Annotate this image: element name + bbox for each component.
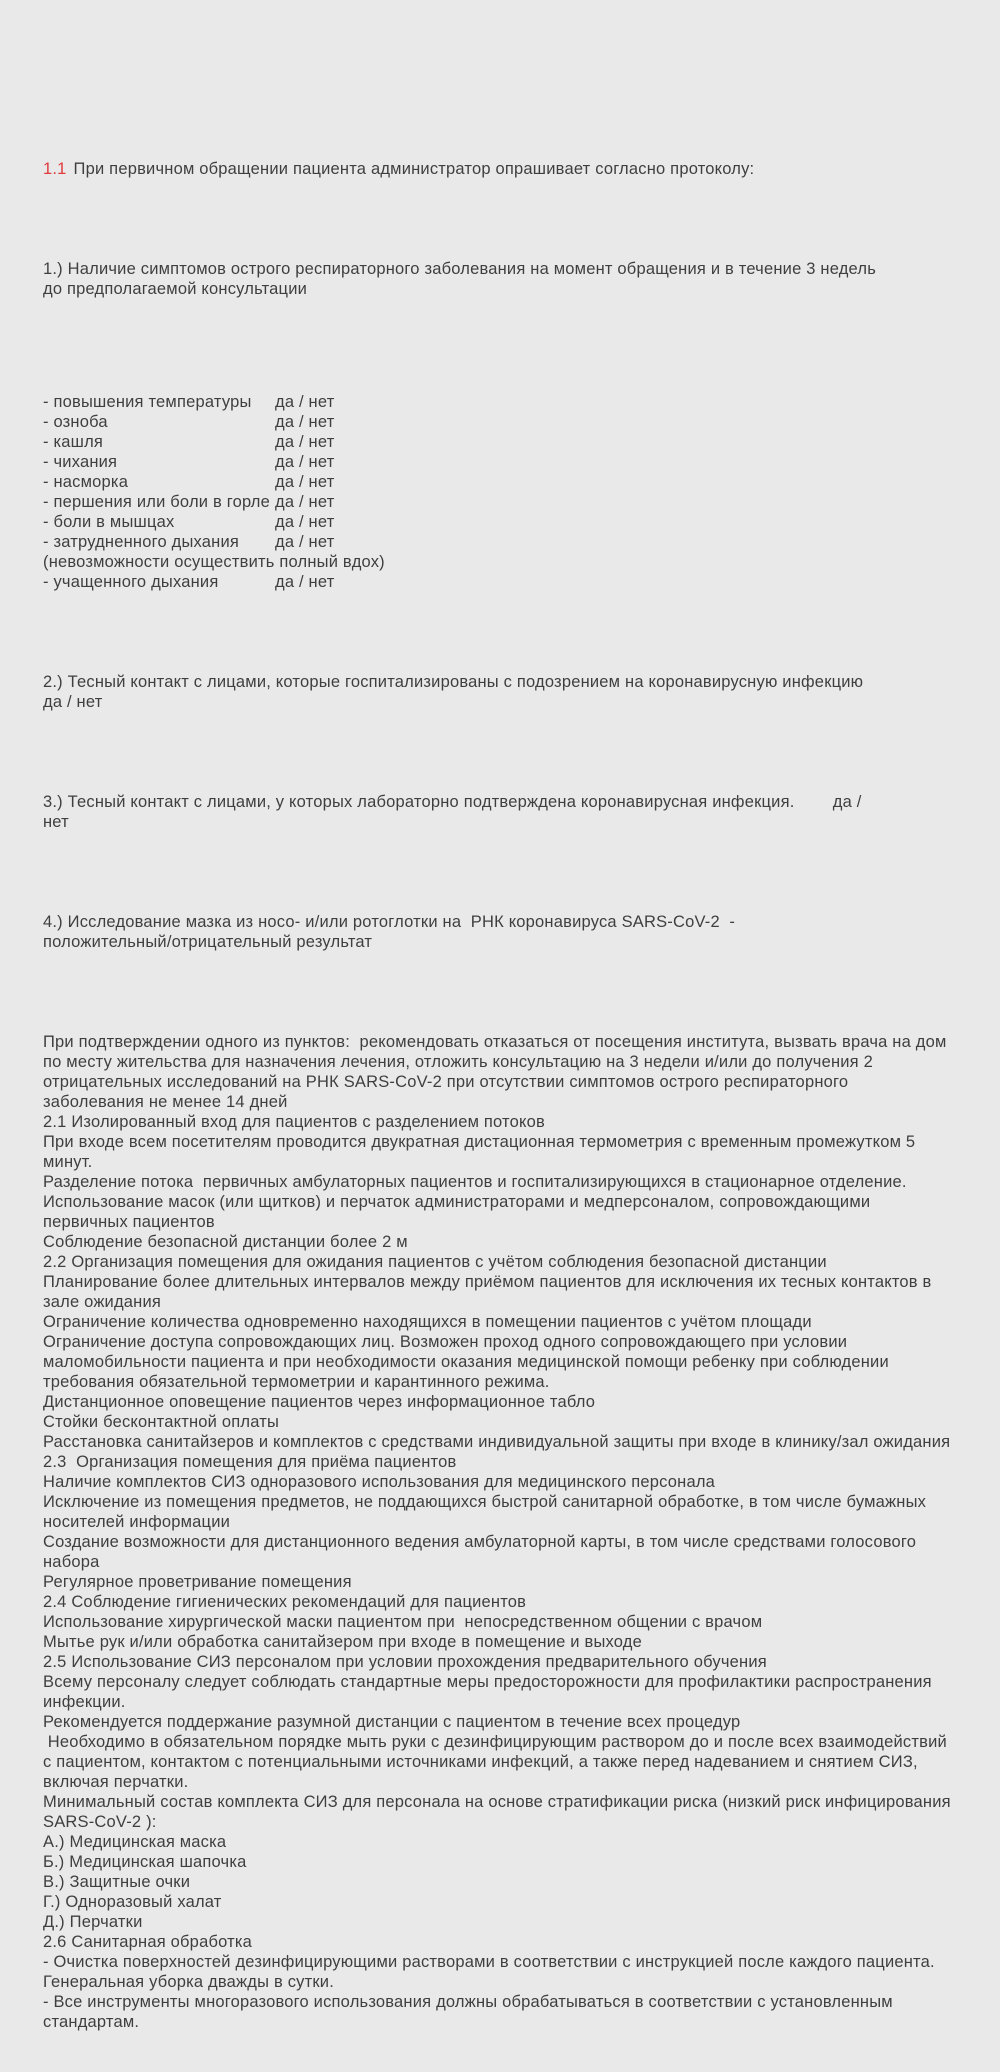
section-heading	[43, 159, 952, 179]
symptom-row	[43, 492, 952, 512]
symptom-label: - боли в мышцах	[43, 513, 175, 531]
paragraph: Использование масок (или щитков) и перчаток администраторами и медперсоналом, сопровождающими первичных пациентов	[43, 1193, 876, 1231]
text-line: положительный/отрицательный результат	[43, 933, 373, 951]
symptom-answer: да / нет	[275, 453, 335, 471]
text-line: нет	[43, 813, 69, 831]
question-4	[43, 912, 952, 952]
symptom-label: - учащенного дыхания	[43, 573, 219, 591]
symptom-label: - першения или боли в горле	[43, 493, 270, 511]
paragraph: 2.3 Организация помещения для приёма пациентов	[43, 1453, 457, 1471]
symptom-answer: да / нет	[275, 493, 335, 511]
symptom-label: - насморка	[43, 473, 129, 491]
symptom-answer: да / нет	[275, 473, 335, 491]
symptom-row	[43, 452, 952, 472]
symptom-answer: да / нет	[275, 573, 335, 591]
paragraph: - Очистка поверхностей дезинфицирующими растворами в соответствии с инструкцией после каждого пациента. Генеральная уборка дважды в сутки.	[43, 1953, 940, 1991]
question-3	[43, 792, 952, 832]
text-line: 1.) Наличие симптомов острого респираторного заболевания на момент обращения и в течение 3 недель	[43, 260, 876, 278]
symptom-label: - озноба	[43, 413, 108, 431]
symptom-answer: да / нет	[275, 413, 335, 431]
paragraph: Регулярное проветривание помещения	[43, 1573, 352, 1591]
paragraph: Необходимо в обязательном порядке мыть руки с дезинфицирующим раствором до и после всех взаимодействий с пациентом, контактом с потенциальными источниками инфекций, а также перед надеванием и снятием СИЗ, включая перчатки.	[43, 1733, 952, 1791]
text-line: до предполагаемой консультации	[43, 280, 308, 298]
text-line: 2.) Тесный контакт с лицами, которые госпитализированы с подозрением на коронавирусную инфекцию	[43, 673, 864, 691]
symptom-row	[43, 412, 952, 432]
paragraph: - Все инструменты многоразового использования должны обрабатываться в соответствии с установленным стандартам.	[43, 1993, 898, 2031]
paragraph: 2.6 Санитарная обработка	[43, 1933, 253, 1951]
symptom-row	[43, 572, 952, 592]
text-line: 4.) Исследование мазка из носо- и/или ротоглотки на РНК коронавируса SARS-CoV-2 -	[43, 913, 736, 931]
symptom-label: - чихания	[43, 453, 118, 471]
symptom-row	[43, 512, 952, 532]
symptom-row	[43, 432, 952, 452]
paragraph: Разделение потока первичных амбулаторных пациентов и госпитализирующихся в стационарное отделение.	[43, 1173, 907, 1191]
paragraph: Д.) Перчатки	[43, 1913, 143, 1931]
question-1	[43, 259, 952, 299]
protocol-body	[43, 1032, 956, 2032]
section-heading-text: При первичном обращении пациента администратор опрашивает согласно протоколу:	[73, 160, 755, 178]
paragraph: 2.5 Использование СИЗ персоналом при условии прохождения предварительного обучения	[43, 1653, 767, 1671]
symptom-label: (невозможности осуществить полный вдох)	[43, 553, 385, 571]
section-number: 1.1	[43, 160, 67, 178]
paragraph: Использование хирургической маски пациентом при непосредственном общении с врачом	[43, 1613, 763, 1631]
paragraph: Наличие комплектов СИЗ одноразового использования для медицинского персонала	[43, 1473, 716, 1491]
paragraph: 2.2 Организация помещения для ожидания пациентов с учётом соблюдения безопасной дистанции	[43, 1253, 827, 1271]
symptom-answer: да / нет	[275, 433, 335, 451]
symptom-list	[43, 392, 952, 592]
paragraph: В.) Защитные очки	[43, 1873, 191, 1891]
paragraph: А.) Медицинская маска	[43, 1833, 227, 1851]
symptom-answer: да / нет	[275, 533, 335, 551]
paragraph: При подтверждении одного из пунктов: рекомендовать отказаться от посещения института, вызвать врача на дом по месту жительства для назначения лечения, отложить консультацию на 3 недели и/или до получения 2 отрицательных исследований на РНК SARS-CoV-2 при отсутствии симптомов острого респираторного заболевания не менее 14 дней	[43, 1033, 952, 1111]
symptom-row	[43, 552, 952, 572]
symptom-label: - повышения температуры	[43, 393, 252, 411]
paragraph: Дистанционное оповещение пациентов через информационное табло	[43, 1393, 596, 1411]
paragraph: Б.) Медицинская шапочка	[43, 1853, 247, 1871]
paragraph: Исключение из помещения предметов, не поддающихся быстрой санитарной обработке, в том числе бумажных носителей информации	[43, 1493, 931, 1531]
paragraph: Создание возможности для дистанционного ведения амбулаторной карты, в том числе средствами голосового набора	[43, 1533, 921, 1571]
symptom-answer: да / нет	[275, 393, 335, 411]
paragraph: Стойки бесконтактной оплаты	[43, 1413, 280, 1431]
paragraph: Ограничение количества одновременно находящихся в помещении пациентов с учётом площади	[43, 1313, 812, 1331]
symptom-row	[43, 472, 952, 492]
symptom-label: - затрудненного дыхания	[43, 533, 240, 551]
paragraph: 2.4 Соблюдение гигиенических рекомендаций для пациентов	[43, 1593, 527, 1611]
paragraph: 2.1 Изолированный вход для пациентов с разделением потоков	[43, 1113, 545, 1131]
symptom-answer: да / нет	[275, 513, 335, 531]
paragraph: Рекомендуется поддержание разумной дистанции с пациентом в течение всех процедур	[43, 1713, 741, 1731]
paragraph: Расстановка санитайзеров и комплектов с средствами индивидуальной защиты при входе в клинику/зал ожидания	[43, 1433, 951, 1451]
text-line: да / нет	[43, 693, 103, 711]
paragraph: Мытье рук и/или обработка санитайзером при входе в помещение и выходе	[43, 1633, 643, 1651]
paragraph: Планирование более длительных интервалов между приёмом пациентов для исключения их тесных контактов в зале ожидания	[43, 1273, 937, 1311]
paragraph: Всему персоналу следует соблюдать стандартные меры предосторожности для профилактики распространения инфекции.	[43, 1673, 937, 1711]
symptom-row	[43, 532, 952, 552]
paragraph: Ограничение доступа сопровождающих лиц. Возможен проход одного сопровождающего при условии маломобильности пациента и при необходимости оказания медицинской помощи ребенку при соблюдении требования обязательной термометрии и карантинного режима.	[43, 1333, 894, 1391]
text-line: 3.) Тесный контакт с лицами, у которых лабораторно подтверждена коронавирусная инфекция. да /	[43, 793, 862, 811]
question-2	[43, 672, 952, 712]
symptom-row	[43, 392, 952, 412]
paragraph: Минимальный состав комплекта СИЗ для персонала на основе стратификации риска (низкий риск инфицирования SARS-CoV-2 ):	[43, 1793, 956, 1831]
paragraph: При входе всем посетителям проводится двукратная дистационная термометрия с временным промежутком 5 минут.	[43, 1133, 921, 1171]
paragraph: Г.) Одноразовый халат	[43, 1893, 222, 1911]
paragraph: Соблюдение безопасной дистанции более 2 м	[43, 1233, 408, 1251]
symptom-label: - кашля	[43, 433, 104, 451]
